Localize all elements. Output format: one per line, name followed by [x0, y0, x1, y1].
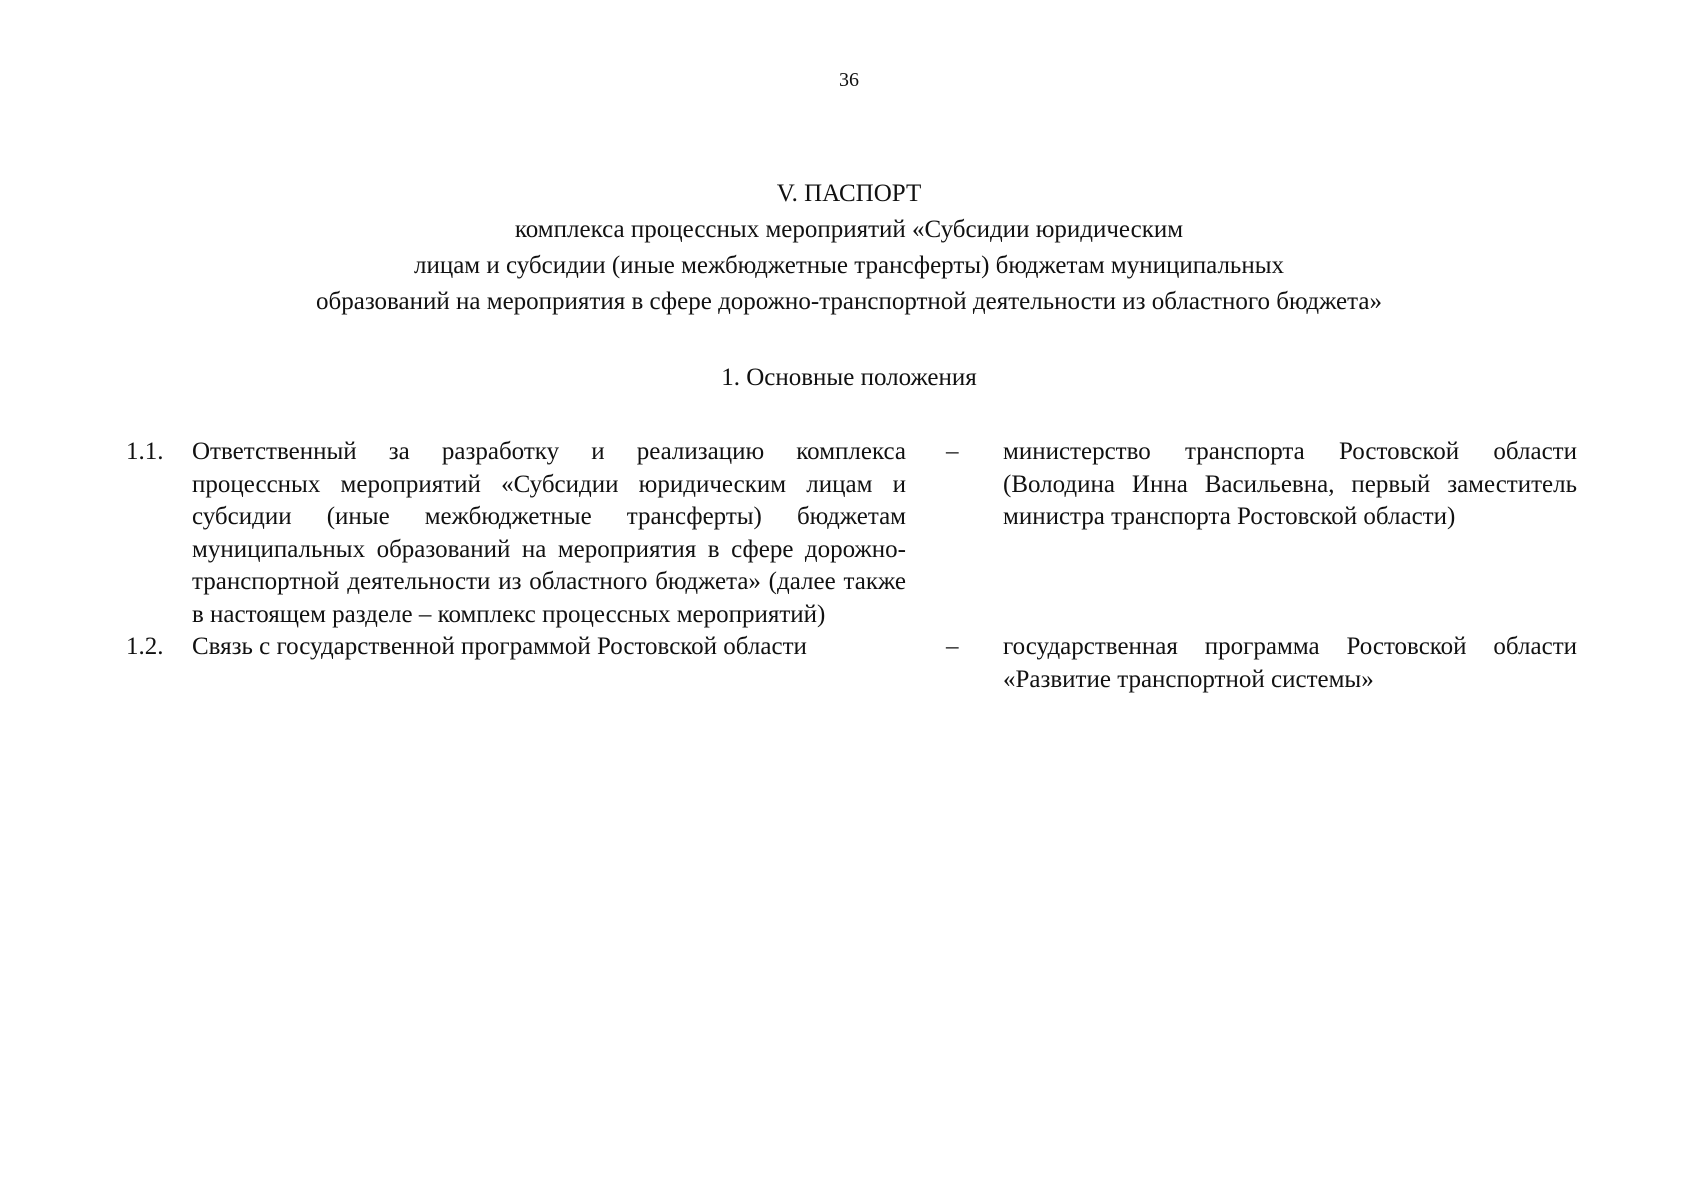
row-dash: –: [946, 438, 959, 465]
row-dash: –: [946, 633, 959, 660]
passport-table: [0, 436, 1698, 696]
title-line-3: лицам и субсидии (иные межбюджетные трансферты) бюджетам муниципальных: [413, 252, 1285, 279]
section-heading: 1. Основные положения: [721, 364, 977, 391]
title-line-1: V. ПАСПОРТ: [776, 180, 922, 207]
document-title: [0, 176, 1698, 320]
passport-row-1-2: [0, 631, 1698, 696]
passport-row-1-1: [0, 436, 1698, 631]
title-line-2: комплекса процессных мероприятий «Субсидии юридическим: [514, 216, 1184, 243]
title-line-4: образований на мероприятия в сфере дорожно-транспортной деятельности из областного бюджета»: [316, 288, 1382, 315]
row-value: министерство транспорта Ростовской области (Володина Инна Васильевна, первый заместитель министра транспорта Ростовской области): [1003, 438, 1577, 530]
row-label: Связь с государственной программой Ростовской области: [192, 633, 807, 660]
row-number: 1.2.: [126, 633, 164, 660]
row-number: 1.1.: [126, 438, 164, 465]
row-label: Ответственный за разработку и реализацию комплекса процессных мероприятий «Субсидии юридическим лицам и субсидии (иные межбюджетные трансферты) бюджетам муниципальных образований на мероприятия в сфере дорожно-транспортной деятельности из областного бюджета» (далее также в настоящем разделе – комплекс процессных мероприятий): [192, 438, 906, 628]
page-number: 36: [839, 69, 859, 91]
row-value: государственная программа Ростовской области «Развитие транспортной системы»: [1003, 633, 1577, 693]
